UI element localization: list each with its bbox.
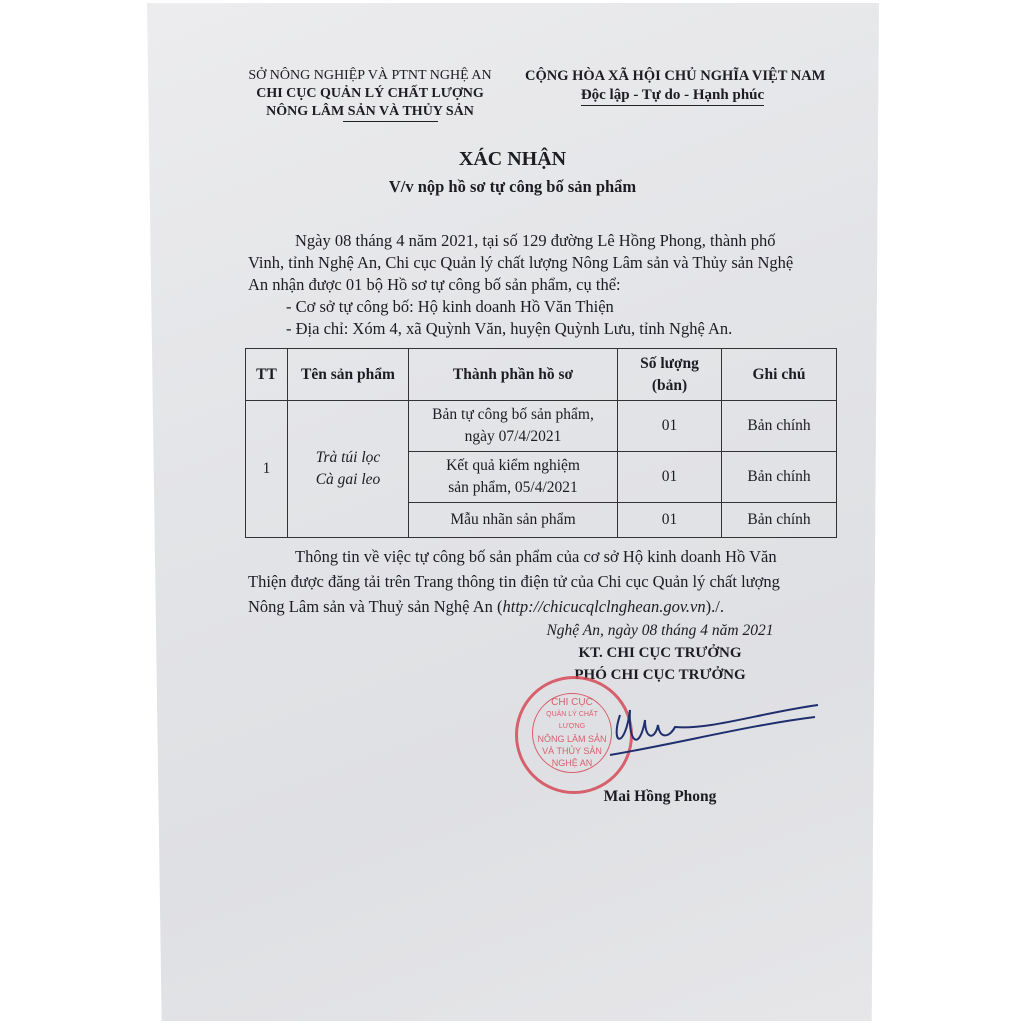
national-motto: Độc lập - Tự do - Hạnh phúc — [581, 86, 764, 106]
cell-qty: 01 — [618, 401, 722, 452]
document-subtitle: V/v nộp hồ sơ tự công bố sản phẩm — [388, 177, 637, 196]
agency-parent: SỞ NÔNG NGHIỆP VÀ PTNT NGHỆ AN — [248, 68, 492, 83]
cell-note: Bản chính — [722, 401, 837, 452]
issuing-agency — [225, 67, 515, 122]
note-line: Thiện được đăng tải trên Trang thông tin điện tử của Chi cục Quản lý chất lượng — [248, 572, 780, 591]
stamp-text: NÔNG LÂM SẢN — [537, 734, 607, 744]
col-tt: TT — [246, 349, 288, 401]
body-paragraph — [248, 230, 793, 340]
cell-qty: 01 — [618, 452, 722, 503]
cell-tt: 1 — [246, 401, 288, 538]
national-title: CỘNG HÒA XÃ HỘI CHỦ NGHĨA VIỆT NAM — [525, 68, 826, 84]
signer-name: Mai Hồng Phong — [603, 788, 717, 805]
product-line: Trà túi lọc — [315, 449, 381, 466]
col-product: Tên sản phẩm — [288, 349, 409, 401]
signer-role-2: PHÓ CHI CỤC TRƯỞNG — [574, 667, 746, 683]
stamp-text: QUẢN LÝ CHẤT LƯỢNG — [546, 711, 598, 730]
note-line — [248, 594, 780, 619]
col-quantity: Số lượng (bản) — [618, 349, 722, 401]
stamp-text: VÀ THỦY SẢN — [542, 746, 602, 756]
body-line: Vinh, tỉnh Nghệ An, Chi cục Quản lý chất lượng Nông Lâm sản và Thủy sản Nghệ — [248, 253, 794, 272]
publication-note — [248, 544, 780, 619]
website-url: http://chicucqlclnghean.gov.vn — [502, 597, 706, 616]
body-line: An nhận được 01 bộ Hồ sơ tự công bố sản phẩm, cụ thể: — [248, 275, 621, 294]
doc-line: sản phẩm, 05/4/2021 — [448, 479, 578, 496]
agency-name-2: NÔNG LÂM SẢN VÀ THỦY SẢN — [266, 104, 474, 119]
doc-line: ngày 07/4/2021 — [464, 428, 562, 445]
document-title: XÁC NHẬN — [458, 148, 567, 170]
table-row — [246, 401, 837, 452]
cell-product — [288, 401, 409, 538]
agency-name-1: CHI CỤC QUẢN LÝ CHẤT LƯỢNG — [256, 86, 484, 101]
national-header — [525, 67, 826, 106]
note-text: )./. — [705, 597, 724, 616]
place-date: Nghệ An, ngày 08 tháng 4 năm 2021 — [546, 622, 774, 639]
cell-note: Bản chính — [722, 452, 837, 503]
stamp-text: NGHỆ AN — [551, 758, 593, 768]
cell-doc: Mẫu nhãn sản phẩm — [409, 503, 618, 538]
cell-qty: 01 — [618, 503, 722, 538]
product-line: Cà gai leo — [315, 471, 381, 488]
stamp-text: CHI CỤC — [551, 697, 593, 708]
signature-icon — [590, 695, 830, 765]
cell-doc — [409, 401, 618, 452]
signer-role-1: KT. CHI CỤC TRƯỞNG — [578, 645, 742, 661]
col-note: Ghi chú — [722, 349, 837, 401]
cell-note: Bản chính — [722, 503, 837, 538]
table-header — [246, 349, 837, 401]
note-text: Nông Lâm sản và Thuỷ sản Nghệ An ( — [248, 597, 503, 616]
note-line: Thông tin về việc tự công bố sản phẩm của cơ sở Hộ kinh doanh Hồ Văn — [295, 547, 777, 566]
doc-line: Kết quả kiểm nghiệm — [446, 457, 580, 474]
cell-doc — [409, 452, 618, 503]
col-documents: Thành phần hồ sơ — [409, 349, 618, 401]
body-line: Ngày 08 tháng 4 năm 2021, tại số 129 đường Lê Hồng Phong, thành phố — [295, 231, 776, 250]
establishment-line: - Cơ sở tự công bố: Hộ kinh doanh Hồ Văn Thiện — [286, 297, 614, 316]
dossier-table — [245, 348, 837, 538]
doc-line: Bản tự công bố sản phẩm, — [432, 406, 594, 423]
address-line: - Địa chỉ: Xóm 4, xã Quỳnh Văn, huyện Quỳnh Lưu, tỉnh Nghệ An. — [286, 319, 733, 338]
